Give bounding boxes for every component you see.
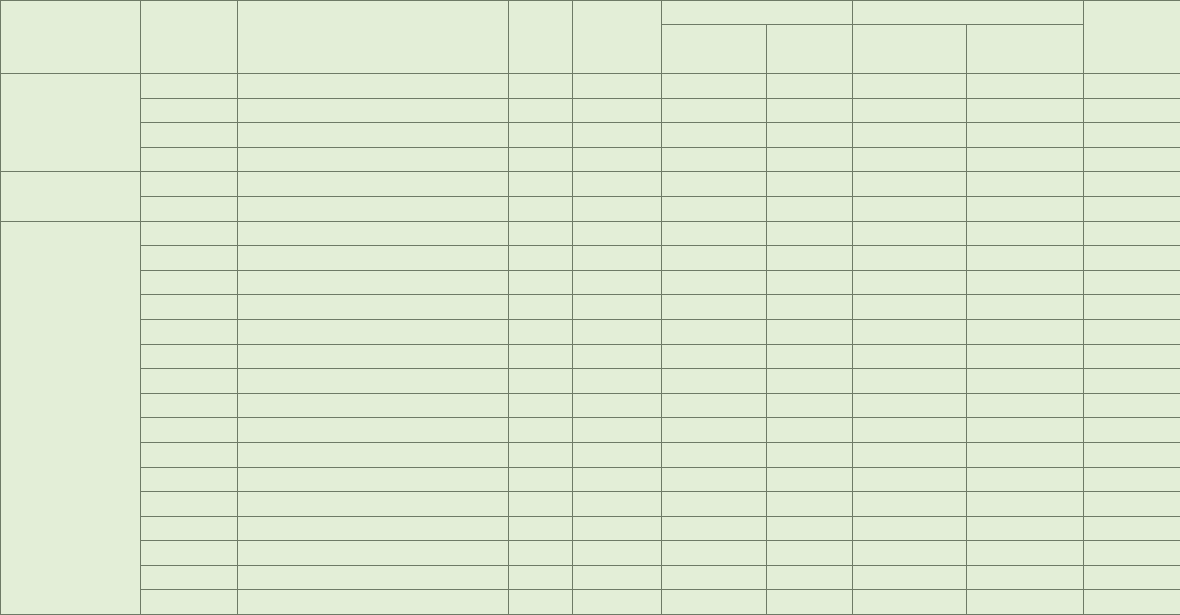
cell-income-goldern [853,418,967,443]
cell-harvest-spread [1084,541,1180,566]
cell-price-goldern [662,147,767,172]
cell-plant-name [238,393,509,418]
cell-seed-price [509,98,573,123]
cell-income-goldern [853,270,967,295]
table-row [1,442,1180,467]
cell-price-goldern [662,393,767,418]
cell-plant-name [238,221,509,246]
cell-harvest-spread [1084,418,1180,443]
cell-income-rare [967,221,1084,246]
cell-growth-time [573,369,662,394]
plant-type-group [1,172,141,221]
cell-seed-price [509,221,573,246]
cell-harvest-spread [1084,123,1180,148]
cell-income-goldern [853,369,967,394]
cell-plant-name [238,98,509,123]
cell-seed-price [509,442,573,467]
header-daily-income [853,1,1084,25]
cell-income-rare [967,319,1084,344]
cell-unlock-order [141,98,238,123]
header-price-goldern [662,25,767,74]
cell-income-rare [967,74,1084,99]
cell-price-rare [767,221,853,246]
cell-price-goldern [662,172,767,197]
cell-price-rare [767,123,853,148]
cell-income-goldern [853,319,967,344]
cell-seed-price [509,369,573,394]
cell-harvest-spread [1084,393,1180,418]
cell-plant-name [238,295,509,320]
cell-plant-name [238,270,509,295]
table-body [1,74,1180,615]
header-income-rare [967,25,1084,74]
cell-growth-time [573,319,662,344]
cell-seed-price [509,541,573,566]
cell-unlock-order [141,393,238,418]
cell-price-rare [767,196,853,221]
cell-growth-time [573,344,662,369]
header-average-harvest [1084,1,1180,74]
cell-unlock-order [141,516,238,541]
cell-price-goldern [662,270,767,295]
table-row [1,270,1180,295]
cell-growth-time [573,270,662,295]
cell-price-rare [767,74,853,99]
cell-unlock-order [141,344,238,369]
cell-price-goldern [662,74,767,99]
cell-price-rare [767,565,853,590]
cell-growth-time [573,98,662,123]
cell-income-rare [967,467,1084,492]
cell-seed-price [509,565,573,590]
cell-income-goldern [853,492,967,517]
header-price-per-plant [662,1,853,25]
cell-unlock-order [141,147,238,172]
cell-price-rare [767,369,853,394]
cell-harvest-spread [1084,172,1180,197]
cell-growth-time [573,196,662,221]
table-row [1,295,1180,320]
cell-plant-name [238,467,509,492]
cell-plant-name [238,541,509,566]
cell-growth-time [573,442,662,467]
cell-growth-time [573,492,662,517]
cell-unlock-order [141,418,238,443]
cell-plant-name [238,319,509,344]
cell-seed-price [509,492,573,517]
cell-seed-price [509,344,573,369]
cell-seed-price [509,319,573,344]
cell-harvest-spread [1084,246,1180,271]
table-row [1,196,1180,221]
cell-income-rare [967,98,1084,123]
cell-harvest-spread [1084,516,1180,541]
table-row [1,393,1180,418]
cell-growth-time [573,147,662,172]
cell-income-goldern [853,123,967,148]
cell-income-goldern [853,541,967,566]
cell-price-goldern [662,295,767,320]
cell-harvest-spread [1084,295,1180,320]
table-row [1,221,1180,246]
cell-income-rare [967,442,1084,467]
cell-income-goldern [853,221,967,246]
cell-income-goldern [853,467,967,492]
cell-harvest-spread [1084,467,1180,492]
cell-plant-name [238,369,509,394]
cell-price-rare [767,246,853,271]
cell-price-rare [767,467,853,492]
table-row [1,319,1180,344]
cell-price-goldern [662,344,767,369]
cell-unlock-order [141,123,238,148]
cell-harvest-spread [1084,147,1180,172]
cell-seed-price [509,393,573,418]
cell-seed-price [509,467,573,492]
cell-harvest-spread [1084,565,1180,590]
cell-seed-price [509,246,573,271]
header-plant-type [1,1,141,74]
table-row [1,467,1180,492]
table-row [1,344,1180,369]
cell-harvest-spread [1084,319,1180,344]
cell-price-rare [767,492,853,517]
table-row [1,147,1180,172]
cell-plant-name [238,565,509,590]
table-row [1,369,1180,394]
cell-price-goldern [662,319,767,344]
cell-harvest-spread [1084,196,1180,221]
cell-harvest-spread [1084,98,1180,123]
cell-unlock-order [141,541,238,566]
cell-seed-price [509,123,573,148]
cell-income-goldern [853,196,967,221]
cell-income-goldern [853,565,967,590]
header-unlock-order [141,1,238,74]
cell-income-rare [967,492,1084,517]
header-seed-price [509,1,573,74]
table-row [1,98,1180,123]
cell-income-rare [967,344,1084,369]
cell-income-rare [967,246,1084,271]
cell-income-goldern [853,295,967,320]
cell-seed-price [509,172,573,197]
cell-growth-time [573,172,662,197]
cell-price-goldern [662,541,767,566]
cell-income-rare [967,565,1084,590]
cell-seed-price [509,516,573,541]
cell-income-goldern [853,74,967,99]
cell-income-rare [967,270,1084,295]
cell-price-goldern [662,221,767,246]
cell-plant-name [238,516,509,541]
cell-income-goldern [853,147,967,172]
cell-plant-name [238,246,509,271]
table-row [1,74,1180,99]
cell-income-rare [967,541,1084,566]
plant-type-group [1,74,141,172]
table-row [1,541,1180,566]
cell-unlock-order [141,74,238,99]
table-row [1,565,1180,590]
cell-unlock-order [141,295,238,320]
cell-income-rare [967,147,1084,172]
header-plant-name [238,1,509,74]
cell-harvest-spread [1084,492,1180,517]
cell-growth-time [573,565,662,590]
cell-price-goldern [662,565,767,590]
header-growth-time [573,1,662,74]
cell-price-rare [767,344,853,369]
cell-seed-price [509,196,573,221]
cell-unlock-order [141,467,238,492]
table-row [1,172,1180,197]
cell-price-goldern [662,442,767,467]
cell-harvest-spread [1084,270,1180,295]
cell-plant-name [238,196,509,221]
cell-seed-price [509,295,573,320]
cell-price-rare [767,418,853,443]
cell-income-goldern [853,172,967,197]
cell-price-rare [767,295,853,320]
cell-plant-name [238,418,509,443]
cell-income-goldern [853,442,967,467]
cell-unlock-order [141,565,238,590]
cell-price-rare [767,393,853,418]
cell-price-rare [767,270,853,295]
cell-growth-time [573,467,662,492]
cell-harvest-spread [1084,344,1180,369]
cell-unlock-order [141,492,238,517]
cell-income-rare [967,172,1084,197]
cell-growth-time [573,123,662,148]
cell-plant-name [238,344,509,369]
cell-income-goldern [853,246,967,271]
cell-unlock-order [141,172,238,197]
header-price-rare [767,25,853,74]
cell-price-goldern [662,246,767,271]
cell-price-rare [767,541,853,566]
cell-growth-time [573,74,662,99]
cell-growth-time [573,393,662,418]
header-income-goldern [853,25,967,74]
cell-price-rare [767,516,853,541]
cell-income-goldern [853,516,967,541]
cell-price-goldern [662,516,767,541]
plant-type-group [1,221,141,615]
cell-price-goldern [662,98,767,123]
cell-income-rare [967,418,1084,443]
cell-income-goldern [853,98,967,123]
cell-income-rare [967,393,1084,418]
cell-growth-time [573,418,662,443]
cell-income-goldern [853,344,967,369]
cell-income-rare [967,196,1084,221]
cell-price-rare [767,442,853,467]
cell-seed-price [509,74,573,99]
table-row [1,418,1180,443]
table-row [1,516,1180,541]
cell-price-goldern [662,492,767,517]
cell-seed-price [509,418,573,443]
cell-unlock-order [141,196,238,221]
cell-plant-name [238,147,509,172]
table-row [1,492,1180,517]
cell-plant-name [238,492,509,517]
cell-income-rare [967,295,1084,320]
cell-price-goldern [662,196,767,221]
cell-price-rare [767,319,853,344]
cell-unlock-order [141,369,238,394]
cell-income-rare [967,516,1084,541]
cell-unlock-order [141,442,238,467]
cell-growth-time [573,541,662,566]
cell-plant-name [238,442,509,467]
cell-growth-time [573,295,662,320]
cell-price-goldern [662,123,767,148]
table-row [1,246,1180,271]
cell-plant-name [238,74,509,99]
cell-harvest-spread [1084,442,1180,467]
cell-harvest-spread [1084,74,1180,99]
cell-price-rare [767,147,853,172]
cell-price-goldern [662,418,767,443]
cell-harvest-spread [1084,369,1180,394]
cell-seed-price [509,270,573,295]
cell-price-goldern [662,369,767,394]
cell-price-goldern [662,467,767,492]
cell-unlock-order [141,221,238,246]
cell-price-rare [767,172,853,197]
cell-price-rare [767,98,853,123]
cell-unlock-order [141,270,238,295]
cell-income-rare [967,369,1084,394]
cell-plant-name [238,123,509,148]
cell-plant-name [238,172,509,197]
cell-growth-time [573,246,662,271]
cell-growth-time [573,516,662,541]
cell-unlock-order [141,319,238,344]
cell-seed-price [509,147,573,172]
cell-income-goldern [853,393,967,418]
cell-growth-time [573,221,662,246]
table-row [1,123,1180,148]
cell-unlock-order [141,246,238,271]
cell-harvest-spread [1084,221,1180,246]
cell-income-rare [967,123,1084,148]
